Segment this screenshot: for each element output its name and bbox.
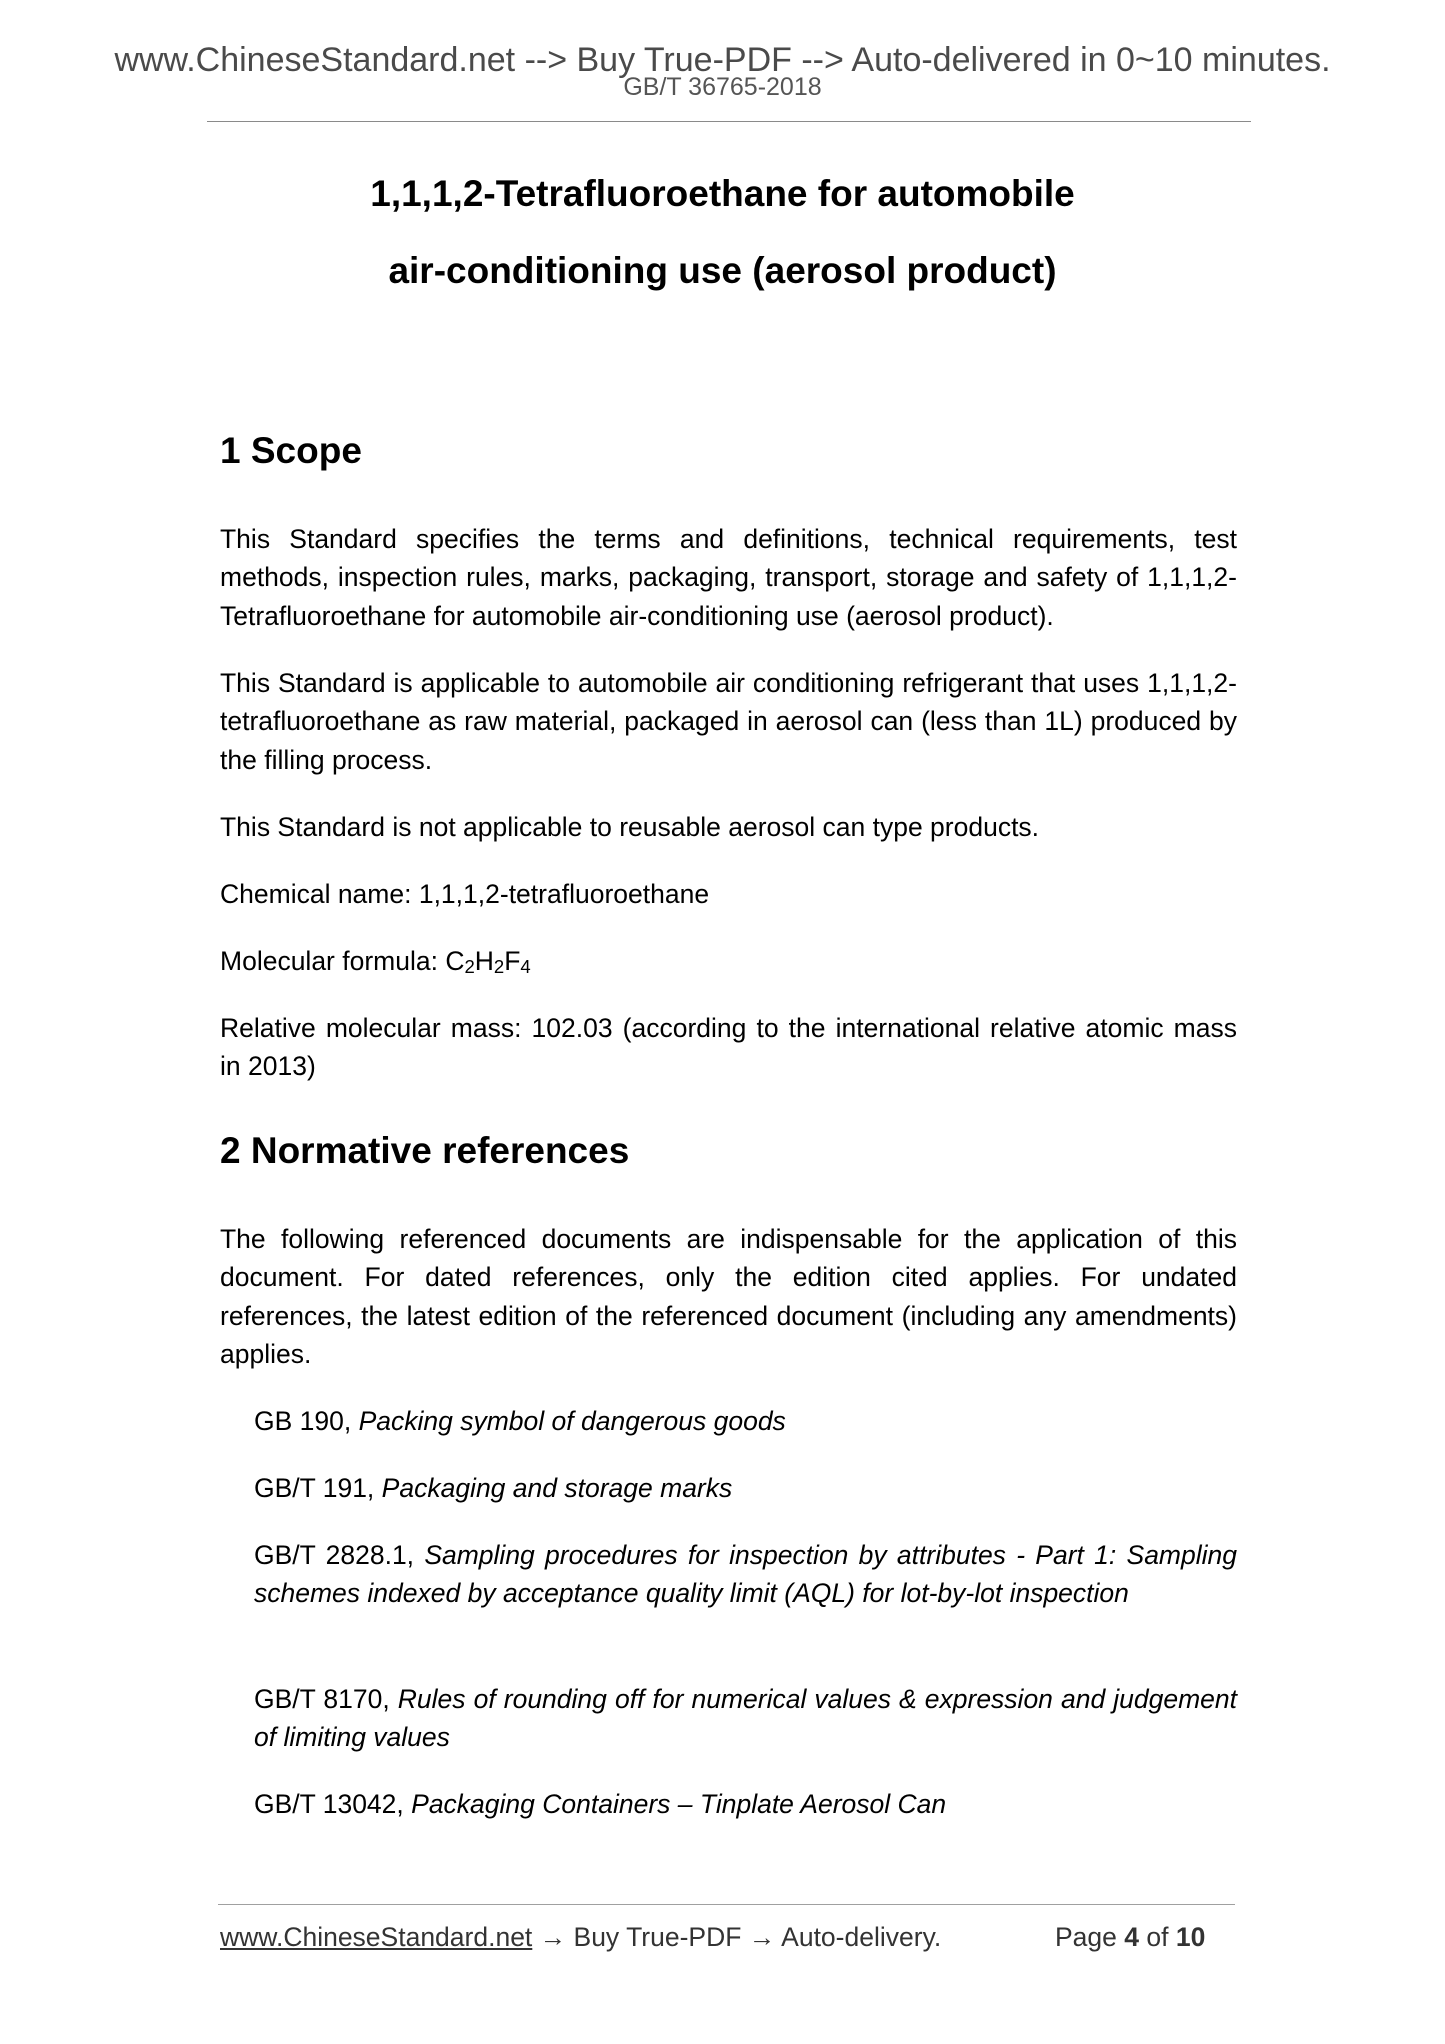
reference-title: Rules of rounding off for numerical values & expression and judgement of limiting values [254, 1684, 1238, 1753]
footer-website-link[interactable]: www.ChineseStandard.net [220, 1922, 533, 1952]
formula-h-sub: 2 [493, 955, 505, 977]
reference-code: GB/T 8170, [254, 1684, 398, 1714]
scope-paragraph-2: This Standard is applicable to automobile air conditioning refrigerant that uses 1,1,1,2-tetrafluoroethane as raw material, packaged in aerosol can (less than 1L) produced by the filling process. [220, 668, 1237, 775]
document-title-line-1: 1,1,1,2-Tetrafluoroethane for automobile [370, 173, 1075, 214]
reference-code: GB/T 2828.1, [254, 1540, 425, 1570]
reference-title: Packaging Containers – Tinplate Aerosol Can [411, 1789, 947, 1819]
footer-promo-text: → Buy True-PDF → Auto-delivery. [532, 1922, 942, 1952]
reference-item [254, 1785, 1237, 1823]
formula-h: H [474, 946, 494, 976]
document-code: GB/T 36765-2018 [623, 73, 822, 101]
scope-paragraph-3: This Standard is not applicable to reusable aerosol can type products. [220, 812, 1040, 842]
formula-f: F [504, 946, 521, 976]
formula-c-sub: 2 [464, 955, 475, 977]
section-1-heading: 1 Scope [220, 430, 362, 471]
reference-item [254, 1680, 1237, 1757]
header-divider [207, 121, 1251, 122]
page-of: of [1146, 1922, 1169, 1952]
reference-item [254, 1402, 1237, 1440]
page-indicator [1055, 1920, 1205, 1954]
top-banner: www.ChineseStandard.net --> Buy True-PDF --> Auto-delivered in 0~10 minutes. [114, 41, 1331, 79]
reference-item [254, 1536, 1237, 1613]
reference-code: GB/T 191, [254, 1473, 382, 1503]
references-intro: The following referenced documents are indispensable for the application of this document. For dated references, only the edition cited applies. For undated references, the latest edition of the referenced document (including any amendments) applies. [220, 1224, 1237, 1369]
formula-f-sub: 4 [520, 955, 531, 977]
molecular-formula-label: Molecular formula: [220, 946, 446, 976]
relative-molecular-mass: Relative molecular mass: 102.03 (according to the international relative atomic mass in 2013) [220, 1013, 1237, 1082]
section-2-heading: 2 Normative references [220, 1130, 630, 1171]
reference-item [254, 1469, 1237, 1507]
page-current: 4 [1124, 1922, 1140, 1952]
reference-title: Sampling procedures for inspection by attributes - Part 1: Sampling schemes indexed by acceptance quality limit (AQL) for lot-by-lot inspection [254, 1540, 1237, 1609]
reference-code: GB/T 13042, [254, 1789, 412, 1819]
document-title-line-2: air-conditioning use (aerosol product) [388, 250, 1057, 291]
scope-paragraph-1: This Standard specifies the terms and definitions, technical requirements, test methods, inspection rules, marks, packaging, transport, storage and safety of 1,1,1,2-Tetrafluoroethane for automobile air-conditioning use (aerosol product). [220, 524, 1237, 631]
page-label: Page [1055, 1922, 1117, 1952]
reference-title: Packaging and storage marks [381, 1473, 733, 1503]
formula-c: C [445, 946, 465, 976]
chemical-name: Chemical name: 1,1,1,2-tetrafluoroethane [220, 879, 710, 909]
footer-divider [218, 1904, 1235, 1905]
reference-title: Packing symbol of dangerous goods [358, 1406, 786, 1436]
page-total: 10 [1175, 1922, 1206, 1952]
footer-promo [220, 1920, 941, 1954]
molecular-formula [220, 942, 1237, 980]
reference-code: GB 190, [254, 1406, 359, 1436]
